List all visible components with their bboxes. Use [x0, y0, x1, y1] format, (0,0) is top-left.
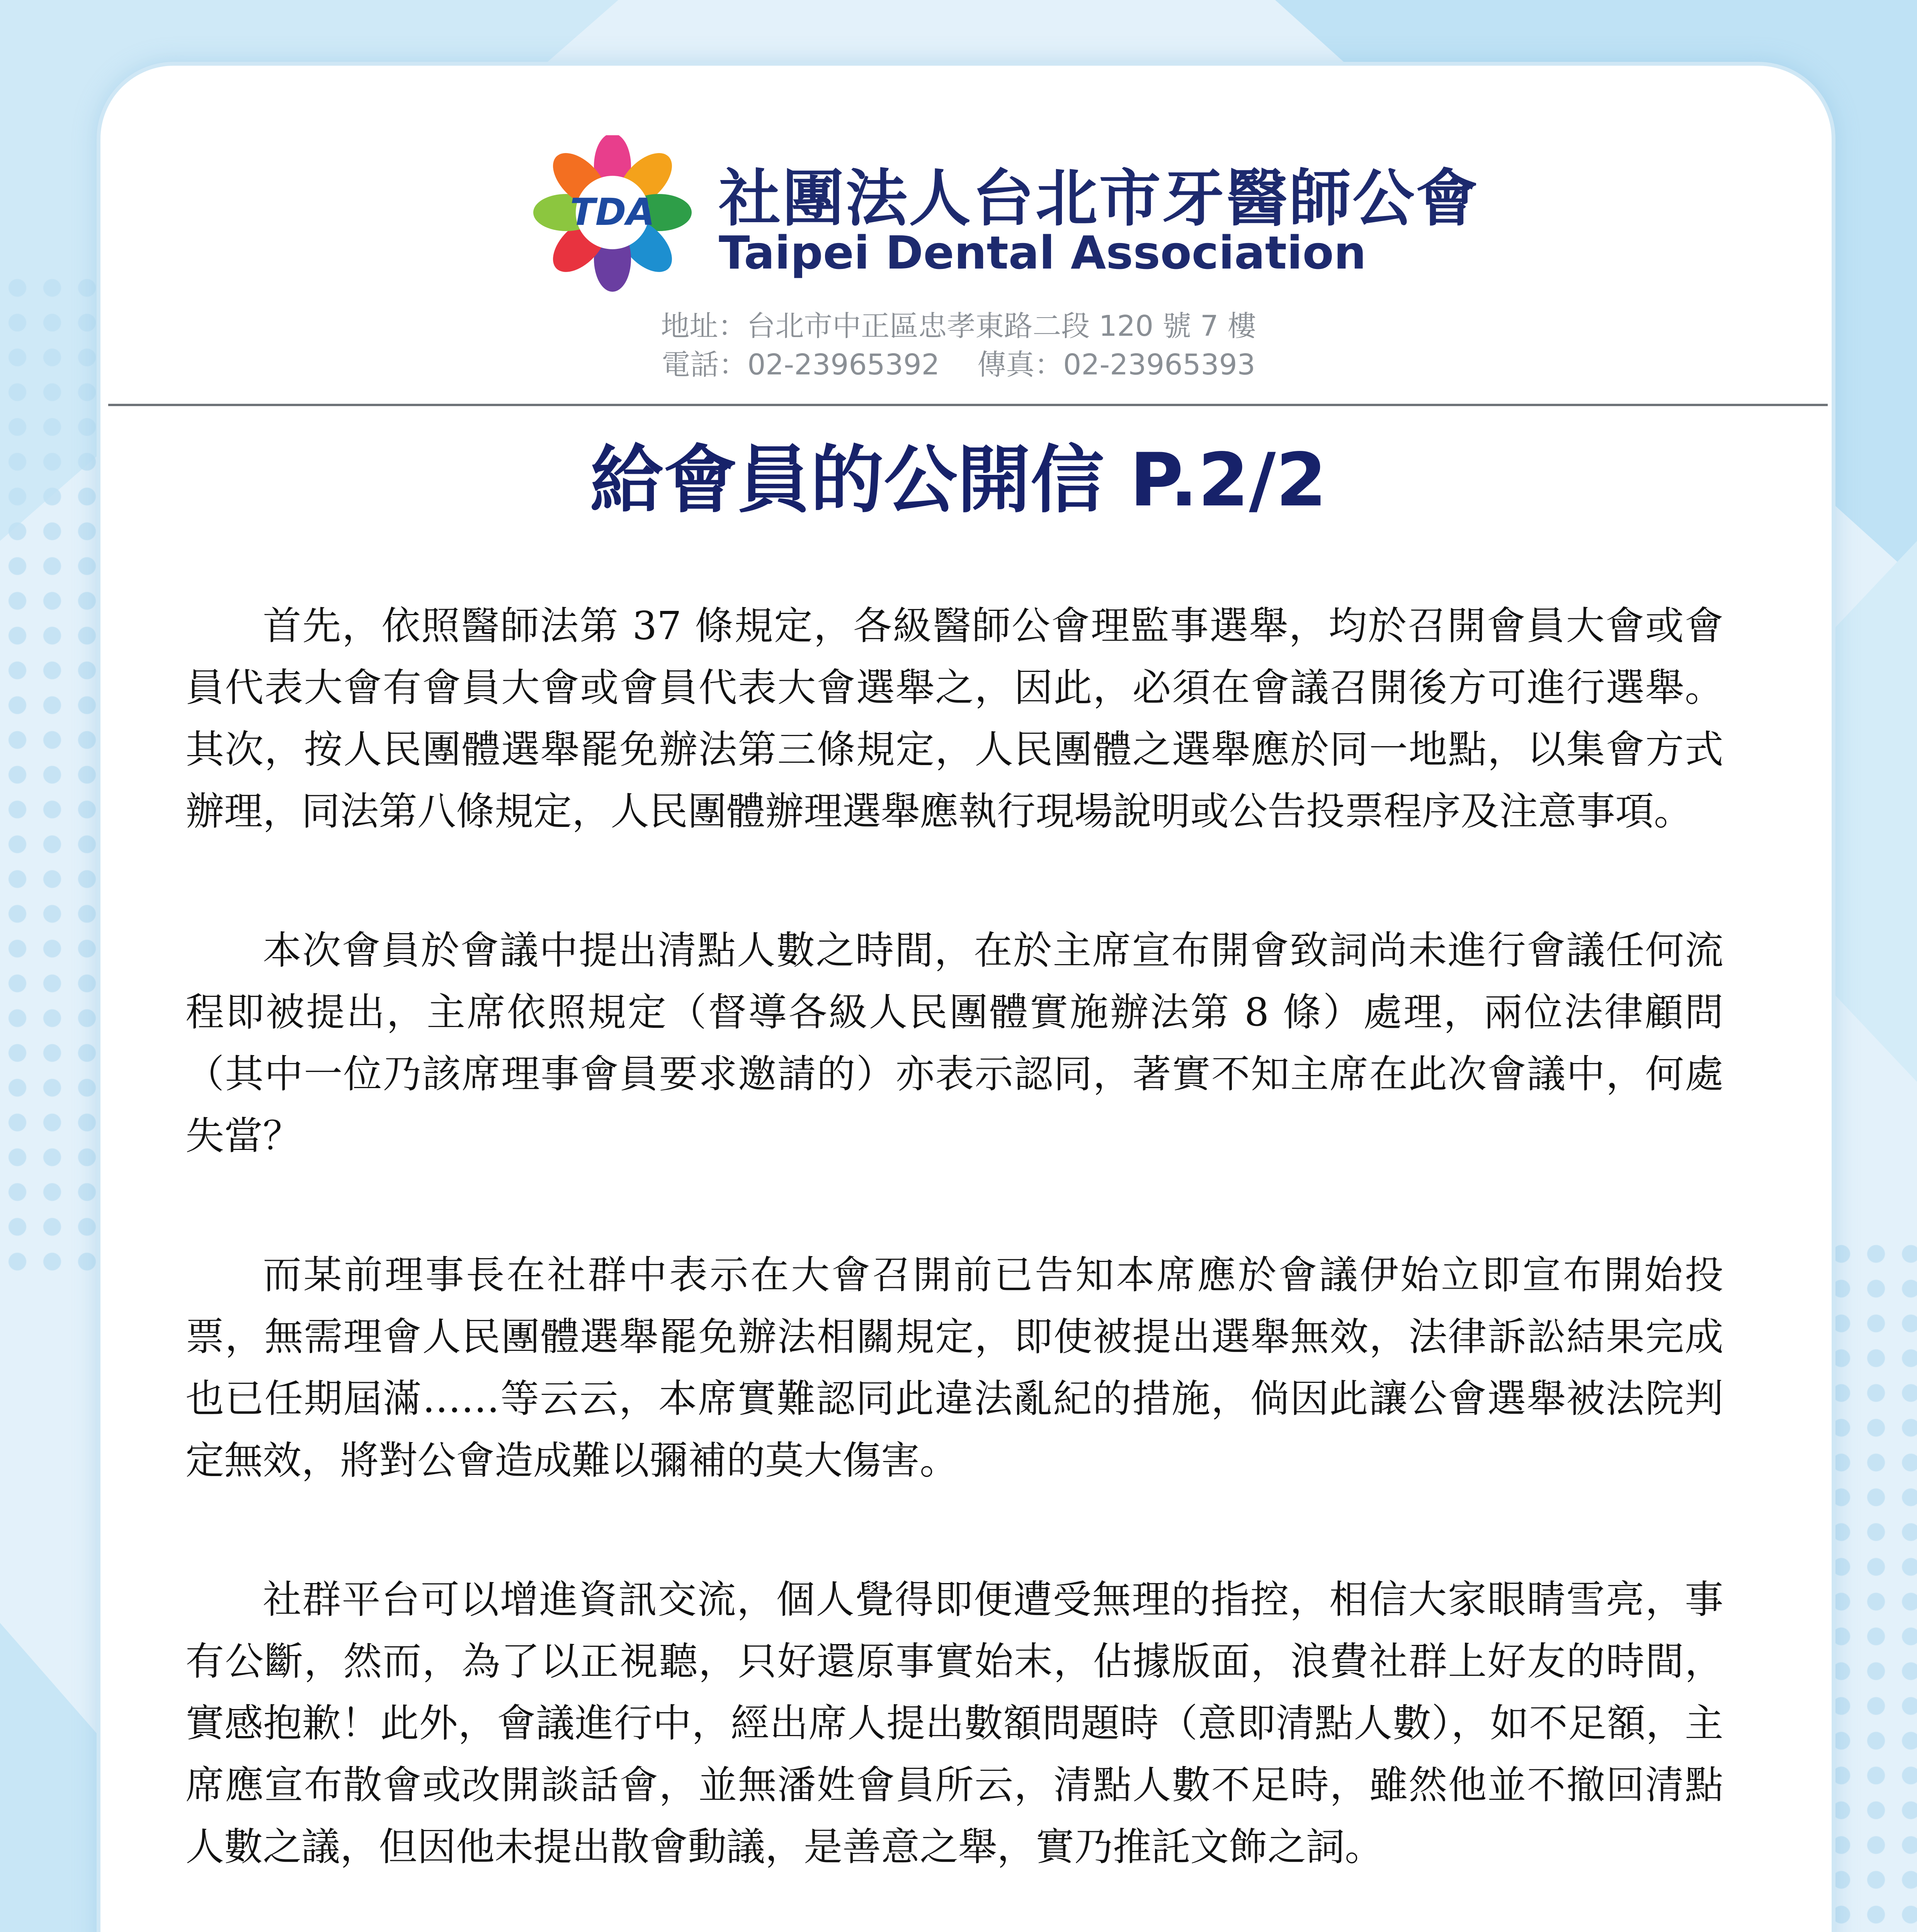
- org-name-chinese: 社團法人台北市牙醫師公會: [719, 162, 1480, 235]
- paragraph: 社群平台可以增進資訊交流，個人覺得即便遭受無理的指控，相信大家眼睛雪亮，事有公斷，然而，為了以正視聽，只好還原事實始末，佔據版面，浪費社群上好友的時間，實感抱歉！此外，會議進行中，經出席人提出數額問題時（意即清點人數），如不足額，主席應宣布散會或改開談話會，並無潘姓會員所云，清點人數不足時，雖然他並不撤回清點人數之議，但因他未提出散會動議，是善意之舉，實乃推託文飾之詞。: [185, 1577, 1723, 1869]
- dot-pattern-right: [1824, 1236, 1917, 1932]
- svg-text:TDA: TDA: [570, 190, 655, 234]
- letterhead: [0, 0, 1917, 381]
- paragraph: 而某前理事長在社群中表示在大會召開前已告知本席應於會議伊始立即宣布開始投票，無需理會人民團體選舉罷免辦法相關規定，即使被提出選舉無效，法律訴訟結果完成也已任期屆滿……等云云，本席實難認同此違法亂紀的措施，倘因此讓公會選舉被法院判定無效，將對公會造成難以彌補的莫大傷害。: [185, 1252, 1723, 1483]
- phone-fax-line: 電話：02-23965392 傳真：02-23965393: [662, 348, 1255, 381]
- org-name-english: Taipei Dental Association: [719, 226, 1366, 279]
- letter-body: [185, 595, 1723, 1932]
- letter-title: 給會員的公開信 P.2/2: [590, 437, 1327, 523]
- paragraph: 首先，依照醫師法第 37 條規定，各級醫師公會理監事選舉，均於召開會員大會或會員代表大會有會員大會或會員代表大會選舉之，因此，必須在會議召開後方可進行選舉。其次，按人民團體選舉罷免辦法第三條規定，人民團體之選舉應於同一地點，以集會方式辦理，同法第八條規定，人民團體辦理選舉應執行現場說明或公告投票程序及注意事項。: [185, 603, 1723, 834]
- paragraph: 本次會員於會議中提出清點人數之時間，在於主席宣布開會致詞尚未進行會議任何流程即被提出，主席依照規定（督導各級人民團體實施辦法第 8 條）處理，兩位法律顧問（其中一位乃該席理事會員要求邀請的）亦表示認同，著實不知主席在此次會議中，何處失當？: [185, 928, 1723, 1158]
- tda-flower-logo-icon: [529, 135, 696, 298]
- header-divider: [108, 404, 1828, 406]
- address-line: 地址：台北市中正區忠孝東路二段 120 號 7 樓: [661, 310, 1256, 343]
